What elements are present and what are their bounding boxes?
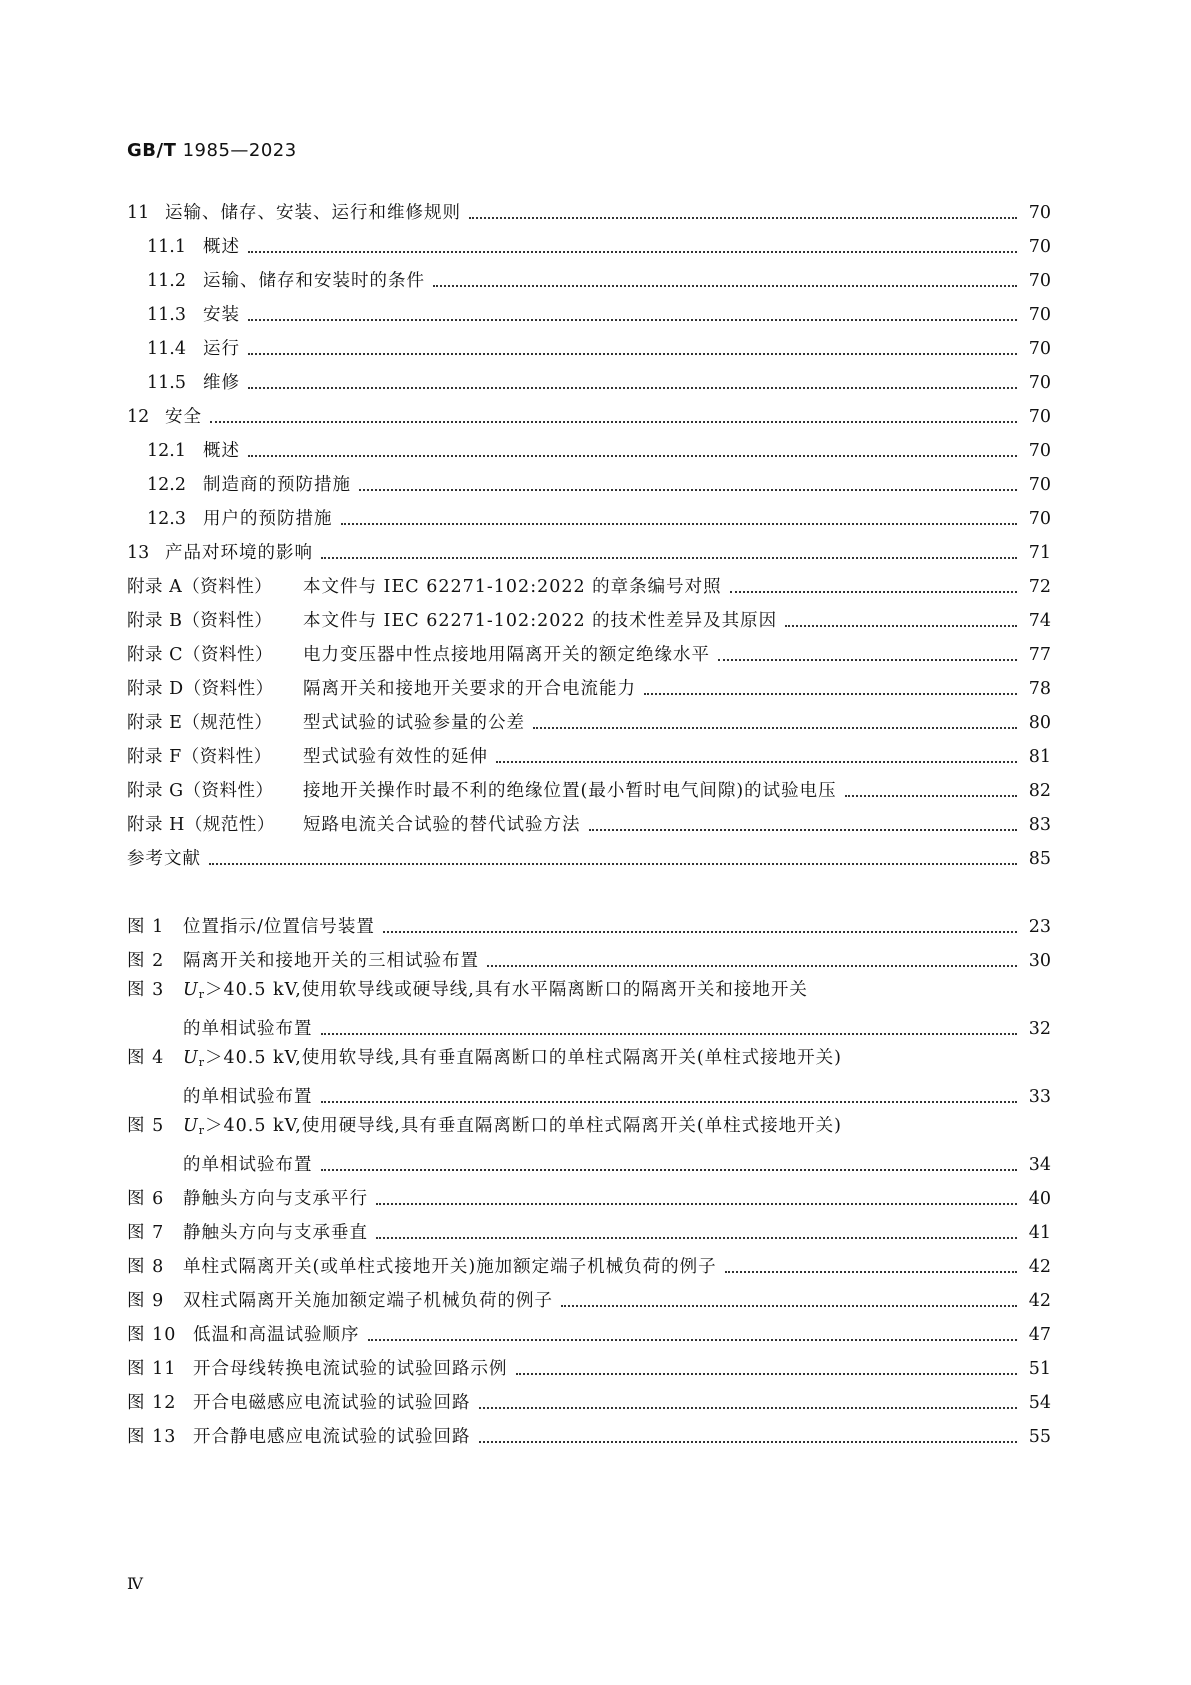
toc-leader-dots xyxy=(487,964,1017,967)
figure-list-entry[interactable] xyxy=(127,1417,1051,1447)
toc-entry-number: 11 xyxy=(127,203,150,223)
toc-entry[interactable] xyxy=(127,397,1051,427)
toc-entry[interactable] xyxy=(127,499,1051,529)
toc-entry-references[interactable] xyxy=(127,839,1051,869)
toc-entry-number: 11.5 xyxy=(147,373,186,393)
figure-number: 图 7 xyxy=(127,1223,165,1243)
toc-entry-number: 11.4 xyxy=(147,339,186,359)
toc-leader-dots xyxy=(321,1100,1018,1103)
figure-page: 55 xyxy=(1028,1427,1051,1447)
toc-leader-dots xyxy=(209,862,1017,865)
voltage-symbol: U xyxy=(183,1116,199,1136)
voltage-symbol: U xyxy=(183,1048,199,1068)
toc-appendix-entry[interactable] xyxy=(127,771,1051,801)
appendix-label: 附录 A（资料性） xyxy=(127,577,273,597)
toc-entry-title: 本文件与 IEC 62271-102:2022 的章条编号对照 xyxy=(303,577,722,597)
toc-leader-dots xyxy=(533,726,1017,729)
figure-title: 隔离开关和接地开关的三相试验布置 xyxy=(183,951,479,971)
toc-leader-dots xyxy=(368,1338,1018,1341)
toc-entry-page: 70 xyxy=(1028,475,1051,495)
figure-title: 静触头方向与支承平行 xyxy=(183,1189,368,1209)
toc-entry[interactable] xyxy=(127,261,1051,291)
toc-entry-number: 13 xyxy=(127,543,150,563)
toc-leader-dots xyxy=(359,488,1017,491)
appendix-label: 附录 H（规范性） xyxy=(127,815,275,835)
appendix-label: 附录 G（资料性） xyxy=(127,781,274,801)
figure-page: 30 xyxy=(1028,951,1051,971)
figure-number: 图 9 xyxy=(127,1291,165,1311)
toc-leader-dots xyxy=(469,216,1017,219)
toc-entry-page: 78 xyxy=(1028,679,1051,699)
figure-title-continuation: 的单相试验布置 xyxy=(183,1155,313,1175)
document-header xyxy=(127,140,297,161)
toc-entry-title: 制造商的预防措施 xyxy=(203,475,351,495)
figure-page: 51 xyxy=(1028,1359,1051,1379)
toc-leader-dots xyxy=(383,930,1017,933)
figure-number: 图 2 xyxy=(127,951,165,971)
toc-leader-dots xyxy=(589,828,1018,831)
toc-appendix-entry[interactable] xyxy=(127,601,1051,631)
toc-entry[interactable] xyxy=(127,227,1051,257)
toc-entry-number: 11.3 xyxy=(147,305,186,325)
toc-entry-page: 70 xyxy=(1028,271,1051,291)
toc-leader-dots xyxy=(248,318,1017,321)
toc-leader-dots xyxy=(730,590,1017,593)
figure-page: 54 xyxy=(1028,1393,1051,1413)
toc-entry[interactable] xyxy=(127,193,1051,223)
toc-leader-dots xyxy=(376,1236,1017,1239)
toc-leader-dots xyxy=(644,692,1017,695)
toc-entry-page: 70 xyxy=(1028,203,1051,223)
toc-leader-dots xyxy=(561,1304,1017,1307)
figure-number: 图 3 xyxy=(127,980,165,1000)
toc-entry-number: 12.3 xyxy=(147,509,186,529)
toc-entry-page: 81 xyxy=(1028,747,1051,767)
figure-title: $U_r>40.5$ kV,使用软导线,具有垂直隔离断口的单柱式隔离开关(单柱式接地开关) xyxy=(183,1048,843,1069)
figure-title: 低温和高温试验顺序 xyxy=(193,1325,360,1345)
figure-title: 位置指示/位置信号装置 xyxy=(183,917,375,937)
figure-number: 图 6 xyxy=(127,1189,165,1209)
toc-entry-page: 74 xyxy=(1028,611,1051,631)
figure-list-entry[interactable] xyxy=(127,1179,1051,1209)
toc-leader-dots xyxy=(479,1406,1018,1409)
toc-leader-dots xyxy=(341,522,1018,525)
figure-page: 32 xyxy=(1028,1019,1051,1039)
figure-list-entry-continuation[interactable] xyxy=(127,1009,1051,1039)
toc-entry-title: 运行 xyxy=(203,339,240,359)
toc-leader-dots xyxy=(248,386,1017,389)
figure-title: $U_r>40.5$ kV,使用硬导线,具有垂直隔离断口的单柱式隔离开关(单柱式接地开关) xyxy=(183,1116,843,1137)
toc-entry-page: 82 xyxy=(1028,781,1051,801)
figure-page: 41 xyxy=(1028,1223,1051,1243)
toc-entry[interactable] xyxy=(127,465,1051,495)
toc-leader-dots xyxy=(248,250,1017,253)
toc-leader-dots xyxy=(248,454,1017,457)
toc-appendix-entry[interactable] xyxy=(127,703,1051,733)
figure-page: 40 xyxy=(1028,1189,1051,1209)
figure-list-entry[interactable] xyxy=(127,975,1051,1005)
toc-appendix-entry[interactable] xyxy=(127,635,1051,665)
figure-number: 图 5 xyxy=(127,1116,165,1136)
toc-entry-number: 11.1 xyxy=(147,237,186,257)
toc-entry-number: 12.1 xyxy=(147,441,186,461)
voltage-subscript: r xyxy=(198,1056,206,1069)
figure-list-entry[interactable] xyxy=(127,1213,1051,1243)
toc-entry-page: 77 xyxy=(1028,645,1051,665)
toc-entry-number: 12 xyxy=(127,407,150,427)
figure-title: 静触头方向与支承垂直 xyxy=(183,1223,368,1243)
toc-entry-page: 70 xyxy=(1028,407,1051,427)
figure-number: 图 12 xyxy=(127,1393,177,1413)
toc-leader-dots xyxy=(321,1032,1018,1035)
figure-list-entry[interactable] xyxy=(127,1315,1051,1345)
figure-title: 开合母线转换电流试验的试验回路示例 xyxy=(193,1359,508,1379)
figure-title-continuation: 的单相试验布置 xyxy=(183,1019,313,1039)
figure-list-entry-continuation[interactable] xyxy=(127,1077,1051,1107)
appendix-label: 附录 C（资料性） xyxy=(127,645,273,665)
figure-list-entry[interactable] xyxy=(127,1349,1051,1379)
toc-entry-title: 隔离开关和接地开关要求的开合电流能力 xyxy=(303,679,636,699)
toc-leader-dots xyxy=(321,1168,1018,1171)
toc-entry-page: 71 xyxy=(1028,543,1051,563)
figure-title: 开合静电感应电流试验的试验回路 xyxy=(193,1427,471,1447)
standard-prefix: GB/T xyxy=(127,140,177,161)
figure-page: 33 xyxy=(1028,1087,1051,1107)
appendix-label: 附录 F（资料性） xyxy=(127,747,272,767)
figure-page: 42 xyxy=(1028,1257,1051,1277)
figure-number: 图 11 xyxy=(127,1359,177,1379)
appendix-label: 附录 E（规范性） xyxy=(127,713,273,733)
toc-entry-title: 运输、储存和安装时的条件 xyxy=(203,271,425,291)
figure-page: 23 xyxy=(1028,917,1051,937)
toc-entry-page: 70 xyxy=(1028,237,1051,257)
figure-list-entry[interactable] xyxy=(127,941,1051,971)
figure-title: $U_r>40.5$ kV,使用软导线或硬导线,具有水平隔离断口的隔离开关和接地开关 xyxy=(183,980,808,1001)
figure-title: 开合电磁感应电流试验的试验回路 xyxy=(193,1393,471,1413)
toc-entry-title: 安装 xyxy=(203,305,240,325)
figure-page: 47 xyxy=(1028,1325,1051,1345)
toc-entry-title: 维修 xyxy=(203,373,240,393)
toc-appendix-entry[interactable] xyxy=(127,567,1051,597)
toc-leader-dots xyxy=(433,284,1017,287)
toc-entry-number: 11.2 xyxy=(147,271,186,291)
figure-title-continuation: 的单相试验布置 xyxy=(183,1087,313,1107)
appendix-label: 附录 B（资料性） xyxy=(127,611,273,631)
figure-number: 图 4 xyxy=(127,1048,165,1068)
toc-leader-dots xyxy=(725,1270,1017,1273)
toc-entry-page: 80 xyxy=(1028,713,1051,733)
toc-entry[interactable] xyxy=(127,431,1051,461)
toc-entry[interactable] xyxy=(127,329,1051,359)
figure-list-entry[interactable] xyxy=(127,907,1051,937)
toc-entry-page: 70 xyxy=(1028,441,1051,461)
figure-list-entry[interactable] xyxy=(127,1043,1051,1073)
toc-entry[interactable] xyxy=(127,295,1051,325)
toc-leader-dots xyxy=(845,794,1017,797)
figure-page: 42 xyxy=(1028,1291,1051,1311)
toc-entry-title: 产品对环境的影响 xyxy=(165,543,313,563)
toc-entry-title: 接地开关操作时最不利的绝缘位置(最小暂时电气间隙)的试验电压 xyxy=(303,781,837,801)
toc-entry-title: 概述 xyxy=(203,441,240,461)
figure-list-entry[interactable] xyxy=(127,1383,1051,1413)
toc-entry-page: 70 xyxy=(1028,509,1051,529)
toc-entry-page: 85 xyxy=(1028,849,1051,869)
toc-entry-page: 70 xyxy=(1028,339,1051,359)
toc-leader-dots xyxy=(248,352,1017,355)
appendix-label: 附录 D（资料性） xyxy=(127,679,274,699)
figure-number: 图 13 xyxy=(127,1427,177,1447)
toc-entry-page: 70 xyxy=(1028,305,1051,325)
toc-leader-dots xyxy=(785,624,1017,627)
toc-entry-title: 概述 xyxy=(203,237,240,257)
voltage-subscript: r xyxy=(198,1124,206,1137)
figure-number: 图 10 xyxy=(127,1325,177,1345)
toc-entry-page: 83 xyxy=(1028,815,1051,835)
toc-entry-title: 型式试验的试验参量的公差 xyxy=(303,713,525,733)
toc-leader-dots xyxy=(210,420,1017,423)
toc-entry-page: 72 xyxy=(1028,577,1051,597)
toc-entry-title: 本文件与 IEC 62271-102:2022 的技术性差异及其原因 xyxy=(303,611,778,631)
page-number-footer: Ⅳ xyxy=(127,1574,143,1593)
toc-leader-dots xyxy=(479,1440,1018,1443)
figure-list-entry-continuation[interactable] xyxy=(127,1145,1051,1175)
toc-entry-title: 型式试验有效性的延伸 xyxy=(303,747,488,767)
voltage-symbol: U xyxy=(183,980,199,1000)
toc-leader-dots xyxy=(516,1372,1018,1375)
toc-appendix-entry[interactable] xyxy=(127,669,1051,699)
toc-entry-title: 参考文献 xyxy=(127,849,201,869)
standard-number: 1985—2023 xyxy=(182,140,297,161)
toc-leader-dots xyxy=(496,760,1017,763)
toc-entry-title: 运输、储存、安装、运行和维修规则 xyxy=(165,203,461,223)
toc-leader-dots xyxy=(321,556,1017,559)
toc-leader-dots xyxy=(376,1202,1017,1205)
toc-appendix-entry[interactable] xyxy=(127,737,1051,767)
toc-entry-title: 安全 xyxy=(165,407,202,427)
figure-number: 图 8 xyxy=(127,1257,165,1277)
figure-number: 图 1 xyxy=(127,917,165,937)
toc-appendix-entry[interactable] xyxy=(127,805,1051,835)
figure-list-entry[interactable] xyxy=(127,1111,1051,1141)
figure-page: 34 xyxy=(1028,1155,1051,1175)
toc-entry[interactable] xyxy=(127,533,1051,563)
figure-title: 单柱式隔离开关(或单柱式接地开关)施加额定端子机械负荷的例子 xyxy=(183,1257,717,1277)
toc-entry[interactable] xyxy=(127,363,1051,393)
toc-entry-page: 70 xyxy=(1028,373,1051,393)
figure-list-entry[interactable] xyxy=(127,1281,1051,1311)
toc-entry-title: 短路电流关合试验的替代试验方法 xyxy=(303,815,581,835)
figure-title: 双柱式隔离开关施加额定端子机械负荷的例子 xyxy=(183,1291,553,1311)
figure-list-entry[interactable] xyxy=(127,1247,1051,1277)
toc-entry-title: 电力变压器中性点接地用隔离开关的额定绝缘水平 xyxy=(303,645,710,665)
toc-entry-title: 用户的预防措施 xyxy=(203,509,333,529)
voltage-subscript: r xyxy=(198,988,206,1001)
toc-entry-number: 12.2 xyxy=(147,475,186,495)
toc-leader-dots xyxy=(718,658,1017,661)
